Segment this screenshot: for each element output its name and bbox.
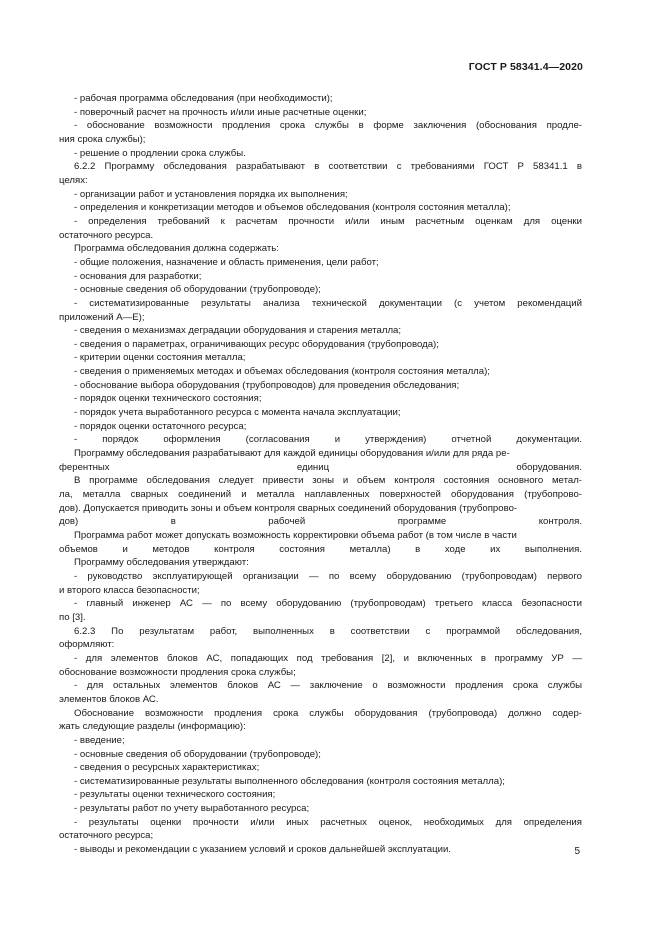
text-line: - для остальных элементов блоков АС — заключение о возможности продления срока службы [74,680,582,692]
text-line: 6.2.2 Программу обследования разрабатывают в соответствии с требованиями ГОСТ Р 58341.1 в [74,161,582,173]
text-line: - организации работ и установления порядка их выполнения; [74,188,348,200]
text-line: - порядок оценки технического состояния; [74,393,262,405]
document-header: ГОСТ Р 58341.4—2020 [468,61,583,73]
text-line: объемов и методов контроля состояния металла) в ходе их выполнения. [59,543,582,555]
text-line: - общие положения, назначение и область применения, цели работ; [74,256,379,268]
text-line: - поверочный расчет на прочность и/или иные расчетные оценки; [74,106,367,118]
text-line: - основные сведения об оборудовании (трубопроводе); [74,748,321,760]
text-line: приложений А—Е); [59,311,145,323]
text-line: - порядок оформления (согласования и утверждения) отчетной документации. [74,434,582,446]
text-line: - решение о продлении срока службы. [74,147,246,159]
text-line: - главный инженер АС — по всему оборудованию (трубопроводам) третьего класса безопасности [74,598,582,610]
text-line: - введение; [74,734,125,746]
text-line: - результаты оценки прочности и/или иных расчетных оценок, необходимых для определения [74,816,582,828]
text-line: элементов блоков АС. [59,693,159,705]
text-line: - результаты оценки технического состояния; [74,789,276,801]
text-line: обоснование возможности продления срока службы; [59,666,296,678]
text-line: и второго класса безопасности; [59,584,200,596]
text-line: Обоснование возможности продления срока службы оборудования (трубопровода) должно содер- [74,707,582,719]
text-line: ла, металла сварных соединений и металла наплавленных поверхностей оборудования (трубопрово- [59,489,582,501]
text-line: - сведения о механизмах деградации оборудования и старения металла; [74,325,402,337]
text-line: дов) в рабочей программе контроля. [59,516,582,528]
text-line: - порядок учета выработанного ресурса с момента начала эксплуатации; [74,407,401,419]
text-line: Программа работ может допускать возможность корректировки объема работ (в том числе в части [74,530,517,541]
text-line: - сведения о параметрах, ограничивающих ресурс оборудования (трубопровода); [74,338,439,350]
text-line: оформляют: [59,639,115,651]
text-line: Программу обследования утверждают: [74,557,249,569]
text-line: Программу обследования разрабатывают для каждой единицы оборудования и/или для ряда ре- [74,448,510,460]
text-line: дов). Допускается приводить зоны и объем контроля сварных соединений оборудования (трубопрово- [59,502,518,514]
text-line: Программа обследования должна содержать: [74,243,279,255]
text-line: - сведения о применяемых методах и объемах обследования (контроля состояния металла); [74,366,490,378]
text-line: - рабочая программа обследования (при необходимости); [74,93,333,104]
text-line: ферентных единиц оборудования. [59,461,582,473]
text-line: - обоснование возможности продления срока службы в форме заключения (обоснования продле- [74,120,582,132]
text-line: - сведения о ресурсных характеристиках; [74,762,260,774]
text-line: - определения требований к расчетам прочности и/или иным расчетным оценкам для оценки [74,215,582,227]
page-number: 5 [574,846,580,857]
text-line: - обоснование выбора оборудования (трубопроводов) для проведения обследования; [74,379,460,391]
text-line: - определения и конкретизации методов и объемов обследования (контроля состояния металла); [74,202,511,214]
text-line: - для элементов блоков АС, попадающих под требования [2], и включенных в программу УР — [74,652,582,664]
text-line: - выводы и рекомендации с указанием условий и сроков дальнейшей эксплуатации. [74,844,451,856]
text-line: - систематизированные результаты выполненного обследования (контроля состояния металла); [74,775,505,787]
text-line: - критерии оценки состояния металла; [74,352,246,364]
text-line: 6.2.3 По результатам работ, выполненных в соответствии с программой обследования, [74,625,582,637]
text-line: - систематизированные результаты анализа технической документации (с учетом рекомендаций [74,297,582,309]
text-line: по [3]. [59,611,86,623]
text-line: - порядок оценки остаточного ресурса; [74,420,247,432]
text-line: остаточного ресурса. [59,229,154,241]
text-line: ния срока службы); [59,133,146,145]
text-line: жать следующие разделы (информацию): [59,721,246,733]
document-body [59,92,582,857]
text-line: В программе обследования следует привести зоны и объем контроля состояния основного метал- [74,475,582,487]
text-line: - руководство эксплуатирующей организации — по всему оборудованию (трубопроводам) первого [74,570,582,582]
text-line: - основания для разработки; [74,270,202,282]
text-line: остаточного ресурса; [59,830,154,842]
text-line: - основные сведения об оборудовании (трубопроводе); [74,284,321,296]
text-line: целях: [59,174,88,186]
text-line: - результаты работ по учету выработанного ресурса; [74,803,310,815]
